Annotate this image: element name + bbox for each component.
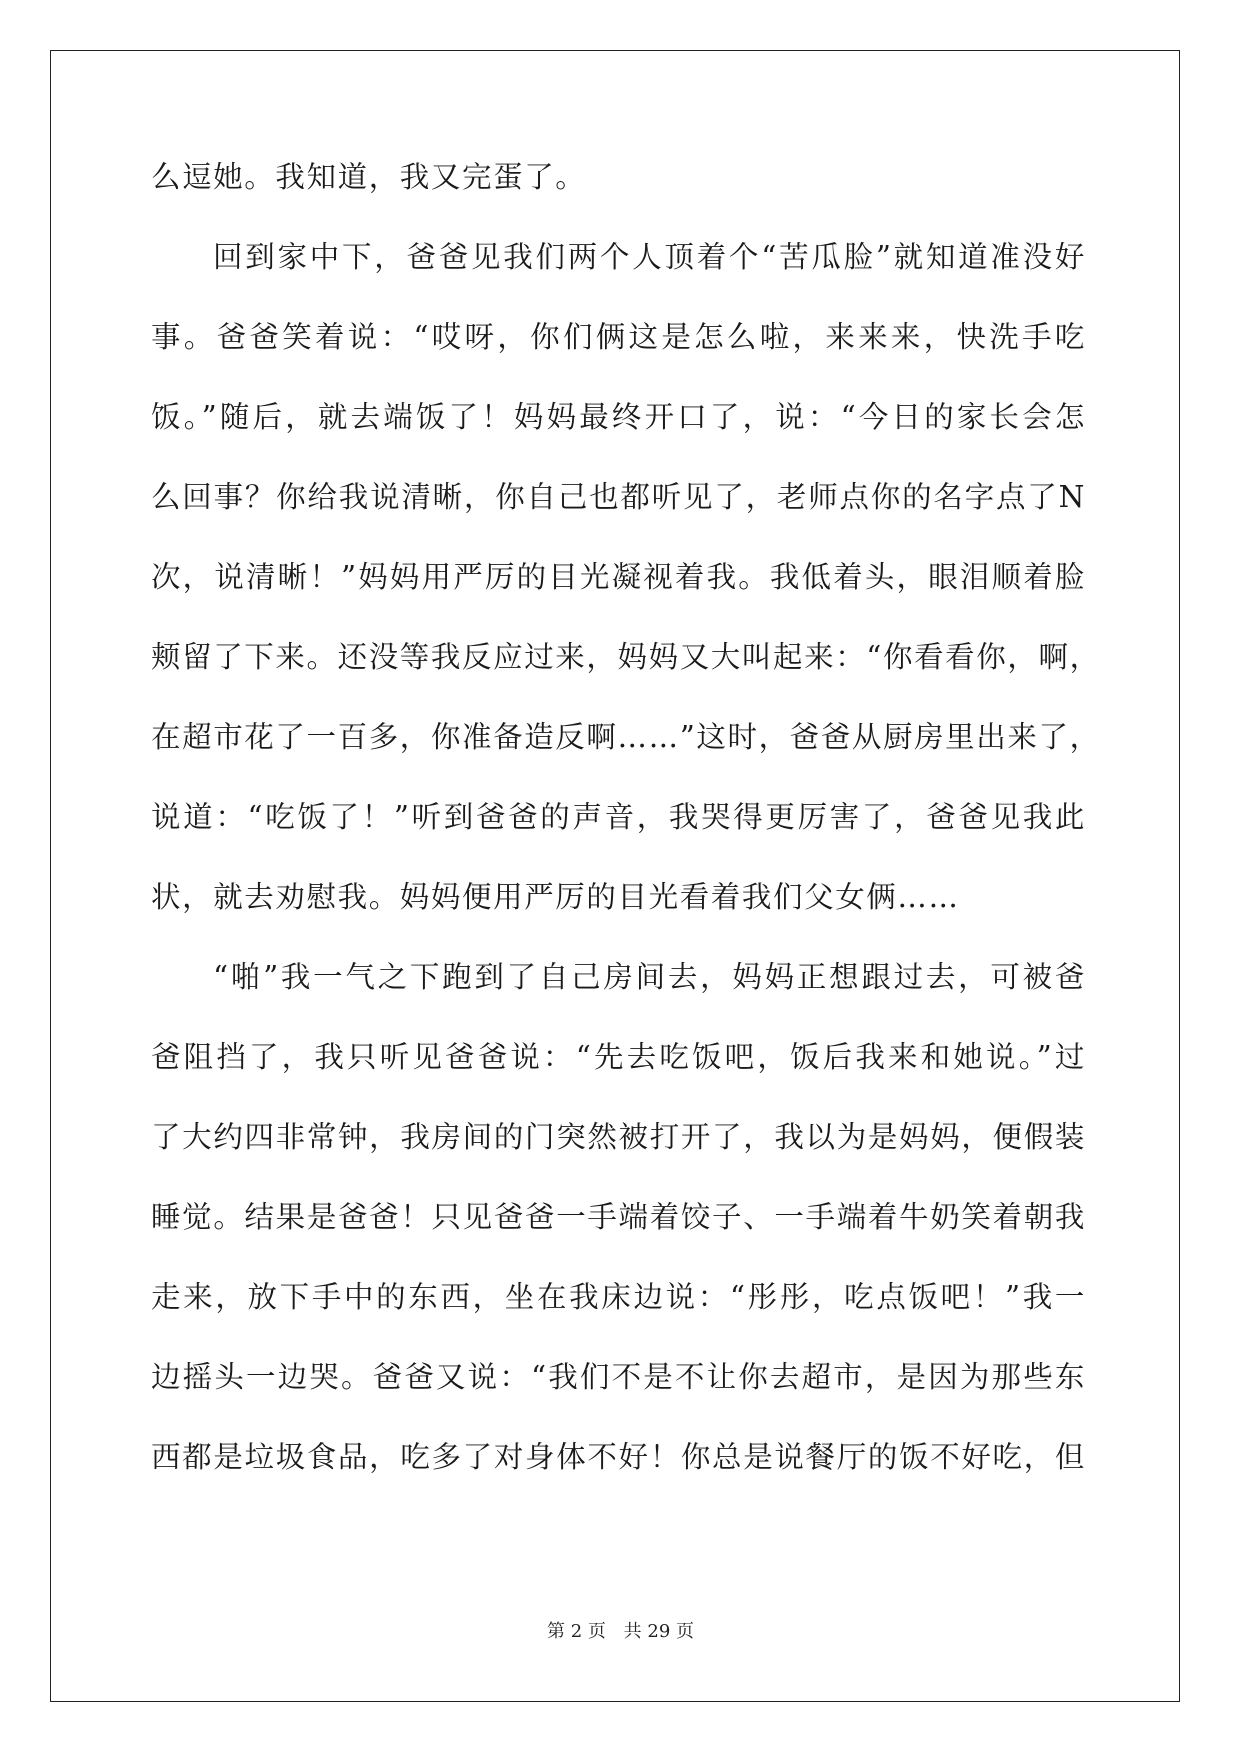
page-total: 共 29 页 [623, 1621, 694, 1642]
text-line [151, 240, 1086, 320]
text-line [151, 640, 1101, 720]
text-line-content: 了大约四非常钟，我房间的门突然被打开了，我以为是妈妈，便假装 [151, 1120, 1086, 1154]
text-line [151, 800, 1086, 880]
text-line-content: 走来，放下手中的东西，坐在我床边说：“彤彤，吃点饭吧！”我一 [151, 1280, 1086, 1314]
text-line-content: 在超市花了一百多，你准备造反啊……”这时，爸爸从厨房里出来了， [151, 720, 1101, 754]
text-line-content: 睡觉。结果是爸爸！只见爸爸一手端着饺子、一手端着牛奶笑着朝我 [151, 1200, 1086, 1234]
text-line-content: 回到家中下，爸爸见我们两个人顶着个“苦瓜脸”就知道准没好 [213, 240, 1086, 274]
document-body [151, 160, 1101, 1520]
text-line [151, 400, 1086, 480]
text-line [151, 560, 1086, 640]
text-line [151, 960, 1086, 1040]
text-line-content: 边摇头一边哭。爸爸又说：“我们不是不让你去超市，是因为那些东 [151, 1360, 1086, 1394]
text-line [151, 160, 1086, 240]
text-line [151, 1040, 1086, 1120]
page-footer [0, 1617, 1241, 1643]
text-line-content: 饭。”随后，就去端饭了！妈妈最终开口了，说：“今日的家长会怎 [151, 400, 1086, 434]
text-line-content: 说道：“吃饭了！”听到爸爸的声音，我哭得更厉害了，爸爸见我此 [151, 800, 1086, 834]
text-line [151, 720, 1101, 800]
text-line-content: 西都是垃圾食品，吃多了对身体不好！你总是说餐厅的饭不好吃，但 [151, 1440, 1086, 1474]
text-line [151, 1120, 1086, 1200]
text-line-content: 事。爸爸笑着说：“哎呀，你们俩这是怎么啦，来来来，快洗手吃 [151, 320, 1086, 354]
text-line-content: 次，说清晰！”妈妈用严厉的目光凝视着我。我低着头，眼泪顺着脸 [151, 560, 1086, 594]
text-line-content: 么逗她。我知道，我又完蛋了。 [151, 160, 587, 194]
text-line-content: “啪”我一气之下跑到了自己房间去，妈妈正想跟过去，可被爸 [213, 960, 1086, 994]
text-line [151, 480, 1086, 560]
text-line [151, 1280, 1086, 1360]
page-number: 第 2 页 [547, 1621, 606, 1642]
text-line [151, 320, 1086, 400]
text-line [151, 1440, 1086, 1520]
text-line-content: 状，就去劝慰我。妈妈便用严厉的目光看着我们父女俩…… [151, 880, 960, 914]
text-line-content: 么回事？你给我说清晰，你自己也都听见了，老师点你的名字点了N [151, 480, 1086, 514]
text-line [151, 880, 1086, 960]
text-line-content: 爸阻挡了，我只听见爸爸说：“先去吃饭吧，饭后我来和她说。”过 [151, 1040, 1086, 1074]
text-line [151, 1360, 1086, 1440]
text-line-content: 颊留了下来。还没等我反应过来，妈妈又大叫起来：“你看看你，啊， [151, 640, 1101, 674]
text-line [151, 1200, 1086, 1280]
